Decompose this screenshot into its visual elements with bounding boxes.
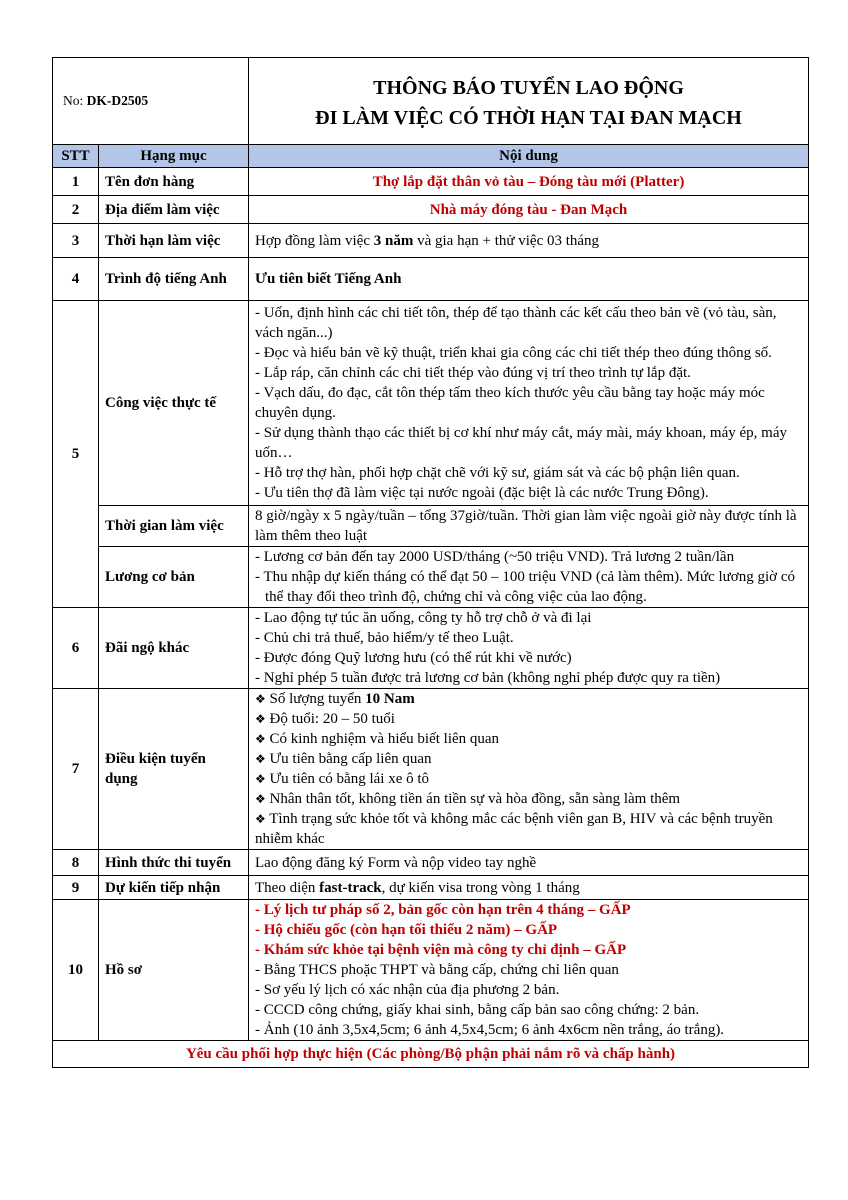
row-1 xyxy=(53,168,809,196)
documents-list xyxy=(249,900,809,1041)
row-category: Điều kiện tuyển dụng xyxy=(99,689,249,850)
row-10 xyxy=(53,900,809,1041)
benefit-item: - Được đóng Quỹ lương hưu (có thể rút khi về nước) xyxy=(255,650,572,666)
col-header-stt: STT xyxy=(53,145,99,168)
duty-item: - Vạch dấu, đo đạc, cắt tôn thép tấm theo kích thước yêu cầu bằng tay hoặc máy móc chuyên dụng. xyxy=(255,385,765,421)
duty-item: - Lắp ráp, căn chỉnh các chi tiết thép vào đúng vị trí theo trình tự lắp đặt. xyxy=(255,365,691,381)
footer-note: Yêu cầu phối hợp thực hiện (Các phòng/Bộ phận phải nắm rõ và chấp hành) xyxy=(53,1041,809,1068)
row-4 xyxy=(53,258,809,301)
expected-reception: Theo diện fast-track, dự kiến visa trong vòng 1 tháng xyxy=(249,876,809,900)
row-2 xyxy=(53,196,809,224)
recruitment-notice xyxy=(52,57,808,1068)
row-category: Thời gian làm việc xyxy=(99,506,249,547)
document-title xyxy=(249,58,809,145)
duty-item: - Uốn, định hình các chi tiết tôn, thép để tạo thành các kết cấu theo bản vẽ (vỏ tàu, sàn, vách ngăn...) xyxy=(255,305,777,341)
title-line-2: ĐI LÀM VIỆC CÓ THỜI HẠN TẠI ĐAN MẠCH xyxy=(315,107,742,129)
diamond-bullet-icon: ❖ xyxy=(255,732,266,746)
requirements-list xyxy=(249,689,809,850)
row-number: 3 xyxy=(53,224,99,258)
benefits-list xyxy=(249,608,809,689)
requirement-item: ❖ Nhân thân tốt, không tiền án tiền sự và hòa đồng, sẵn sàng làm thêm xyxy=(255,791,681,807)
row-category: Hồ sơ xyxy=(99,900,249,1041)
row-category: Lương cơ bản xyxy=(99,547,249,608)
col-header-category: Hạng mục xyxy=(99,145,249,168)
row-category: Dự kiến tiếp nhận xyxy=(99,876,249,900)
requirement-item: ❖ Ưu tiên có bằng lái xe ô tô xyxy=(255,771,430,787)
requirement-item: ❖ Độ tuổi: 20 – 50 tuổi xyxy=(255,711,395,727)
document-item: - CCCD công chứng, giấy khai sinh, bằng cấp bản sao công chứng: 2 bản. xyxy=(255,1002,700,1018)
column-header-row xyxy=(53,145,809,168)
requirement-item: ❖ Số lượng tuyển 10 Nam xyxy=(255,691,415,707)
document-item: - Ảnh (10 ảnh 3,5x4,5cm; 6 ảnh 4,5x4,5cm; 6 ảnh 4x6cm nền trắng, áo trắng). xyxy=(255,1022,725,1038)
row-8 xyxy=(53,850,809,876)
row-7 xyxy=(53,689,809,850)
salary-details xyxy=(249,547,809,608)
job-duties xyxy=(249,301,809,506)
selection-method: Lao động đăng ký Form và nộp video tay nghề xyxy=(249,850,809,876)
row-category: Trình độ tiếng Anh xyxy=(99,258,249,301)
english-requirement: Ưu tiên biết Tiếng Anh xyxy=(249,258,809,301)
title-line-1: THÔNG BÁO TUYỂN LAO ĐỘNG xyxy=(373,77,684,99)
doc-number-value: DK-D2505 xyxy=(86,93,149,108)
diamond-bullet-icon: ❖ xyxy=(255,812,266,826)
row-category: Đãi ngộ khác xyxy=(99,608,249,689)
header-row xyxy=(53,58,809,145)
row-number: 8 xyxy=(53,850,99,876)
requirement-item: ❖ Có kinh nghiệm và hiểu biết liên quan xyxy=(255,731,500,747)
row-5-time xyxy=(53,506,809,547)
benefit-item: - Lao động tự túc ăn uống, công ty hỗ trợ chỗ ở và đi lại xyxy=(255,610,592,626)
benefit-item: - Nghỉ phép 5 tuần được trả lương cơ bản (không nghỉ phép được quy ra tiền) xyxy=(255,670,721,686)
contract-term: Hợp đồng làm việc 3 năm và gia hạn + thử việc 03 tháng xyxy=(249,224,809,258)
row-number: 1 xyxy=(53,168,99,196)
col-header-content: Nội dung xyxy=(249,145,809,168)
salary-item: - Thu nhập dự kiến tháng có thể đạt 50 – 100 triệu VND (cả làm thêm). Mức lương giờ có thể thay đổi theo trình độ, chứng chỉ và công việc của lao động. xyxy=(255,569,795,605)
row-number: 9 xyxy=(53,876,99,900)
row-9 xyxy=(53,876,809,900)
diamond-bullet-icon: ❖ xyxy=(255,792,266,806)
row-number: 5 xyxy=(53,301,99,608)
benefit-item: - Chủ chi trả thuế, bảo hiểm/y tế theo Luật. xyxy=(255,630,514,646)
diamond-bullet-icon: ❖ xyxy=(255,772,266,786)
row-3 xyxy=(53,224,809,258)
row-category: Công việc thực tế xyxy=(99,301,249,506)
footer-row xyxy=(53,1041,809,1068)
notice-table xyxy=(52,57,809,1068)
row-number: 4 xyxy=(53,258,99,301)
row-5-work xyxy=(53,301,809,506)
urgent-document-item: - Hộ chiếu gốc (còn hạn tối thiểu 2 năm) – GẤP xyxy=(255,922,558,938)
document-item: - Bằng THCS phoặc THPT và bằng cấp, chứng chỉ liên quan xyxy=(255,962,619,978)
row-6 xyxy=(53,608,809,689)
row-number: 10 xyxy=(53,900,99,1041)
row-5-salary xyxy=(53,547,809,608)
row-category: Địa điểm làm việc xyxy=(99,196,249,224)
document-item: - Sơ yếu lý lịch có xác nhận của địa phương 2 bản. xyxy=(255,982,560,998)
duty-item: - Sử dụng thành thạo các thiết bị cơ khí như máy cắt, máy mài, máy khoan, máy ép, máy uốn… xyxy=(255,425,787,461)
duty-item: - Đọc và hiểu bản vẽ kỹ thuật, triển khai gia công các chi tiết thép theo đúng thông số. xyxy=(255,345,772,361)
requirement-item: ❖ Ưu tiên bằng cấp liên quan xyxy=(255,751,432,767)
job-title: Thợ lắp đặt thân vỏ tàu – Đóng tàu mới (Platter) xyxy=(249,168,809,196)
urgent-document-item: - Lý lịch tư pháp số 2, bản gốc còn hạn trên 4 tháng – GẤP xyxy=(255,902,631,918)
duty-item: - Ưu tiên thợ đã làm việc tại nước ngoài (đặc biệt là các nước Trung Đông). xyxy=(255,485,709,501)
doc-number: No: DK-D2505 xyxy=(53,58,249,145)
row-category: Tên đơn hàng xyxy=(99,168,249,196)
diamond-bullet-icon: ❖ xyxy=(255,712,266,726)
row-category: Thời hạn làm việc xyxy=(99,224,249,258)
urgent-document-item: - Khám sức khỏe tại bệnh viện mà công ty chỉ định – GẤP xyxy=(255,942,627,958)
row-number: 6 xyxy=(53,608,99,689)
salary-item: - Lương cơ bản đến tay 2000 USD/tháng (~50 triệu VND). Trả lương 2 tuần/lần xyxy=(255,549,735,565)
row-number: 7 xyxy=(53,689,99,850)
work-location: Nhà máy đóng tàu - Đan Mạch xyxy=(249,196,809,224)
diamond-bullet-icon: ❖ xyxy=(255,692,266,706)
row-category: Hình thức thi tuyển xyxy=(99,850,249,876)
duty-item: - Hỗ trợ thợ hàn, phối hợp chặt chẽ với kỹ sư, giám sát và các bộ phận liên quan. xyxy=(255,465,740,481)
row-number: 2 xyxy=(53,196,99,224)
working-hours: 8 giờ/ngày x 5 ngày/tuần – tổng 37giờ/tuần. Thời gian làm việc ngoài giờ này được tính là làm thêm theo luật xyxy=(249,506,809,547)
requirement-item: ❖ Tình trạng sức khỏe tốt và không mắc các bệnh viên gan B, HIV và các bệnh truyền nhiễm khác xyxy=(255,811,773,847)
diamond-bullet-icon: ❖ xyxy=(255,752,266,766)
